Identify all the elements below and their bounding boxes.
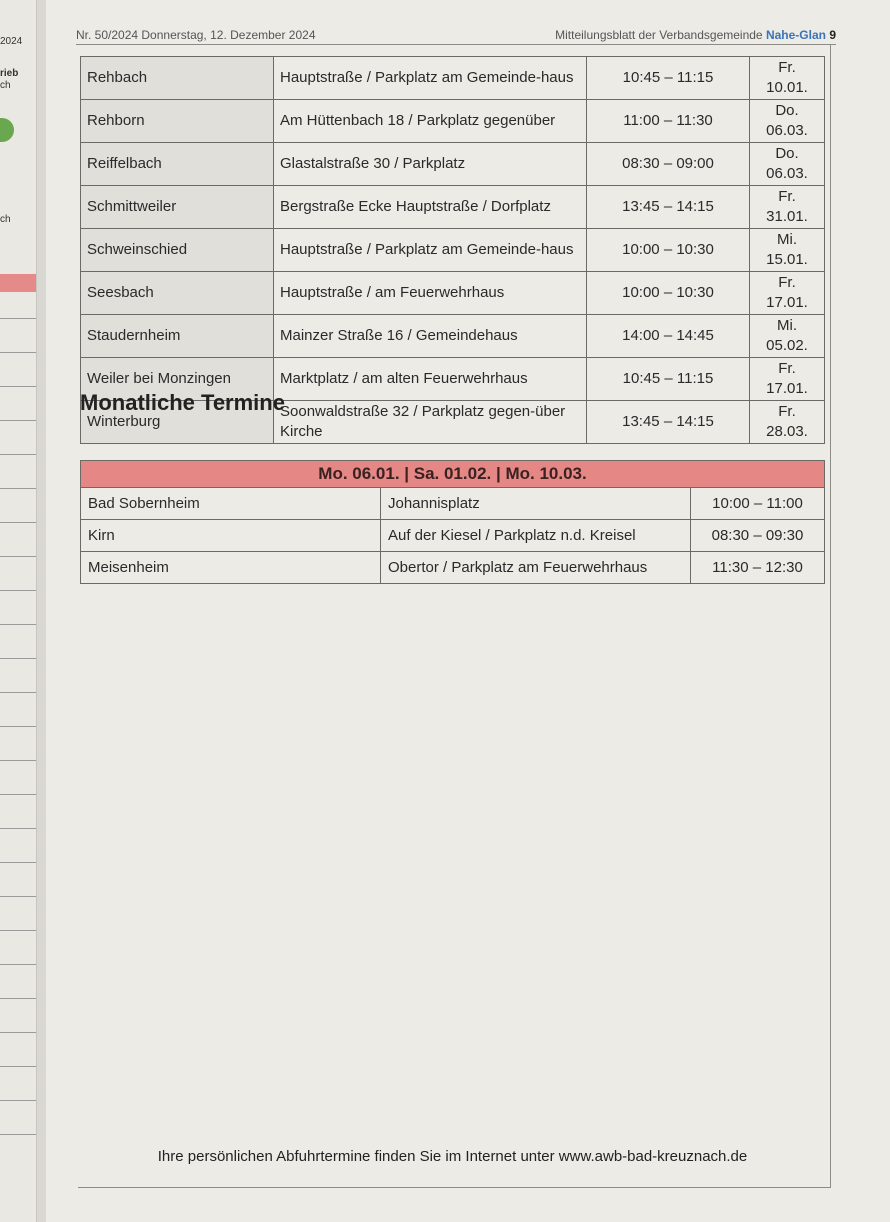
schedule-time: 14:00 – 14:45 [587,315,750,358]
header-region: Nahe-Glan [765,28,826,42]
schedule-date: Do. 06.03. [750,143,825,186]
monthly-schedule [80,460,825,584]
schedule-place: Staudernheim [81,315,274,358]
monthly-address: Obertor / Parkplatz am Feuerwehrhaus [381,552,691,584]
page-number: 9 [829,28,836,42]
schedule-time: 10:00 – 10:30 [587,229,750,272]
monthly-dates-banner: Mo. 06.01. | Sa. 01.02. | Mo. 10.03. [80,460,825,487]
schedule-address: Hauptstraße / Parkplatz am Gemeinde-haus [274,57,587,100]
monthly-address: Auf der Kiesel / Parkplatz n.d. Kreisel [381,520,691,552]
table-row [81,488,825,520]
left-page-fragment: ch [0,80,11,91]
schedule-address: Am Hüttenbach 18 / Parkplatz gegenüber [274,100,587,143]
schedule-time: 10:45 – 11:15 [587,358,750,401]
schedule-place: Rehbach [81,57,274,100]
schedule-address: Glastalstraße 30 / Parkplatz [274,143,587,186]
monthly-address: Johannisplatz [381,488,691,520]
monthly-schedule-table [80,487,825,584]
monthly-place: Meisenheim [81,552,381,584]
schedule-time: 11:00 – 11:30 [587,100,750,143]
table-row [81,143,825,186]
schedule-address: Hauptstraße / am Feuerwehrhaus [274,272,587,315]
page-header [76,26,836,45]
schedule-place: Schweinschied [81,229,274,272]
table-row [81,100,825,143]
left-page-logo [0,118,14,142]
schedule-place: Seesbach [81,272,274,315]
footer-note: Ihre persönlichen Abfuhrtermine finden Sie im Internet unter www.awb-bad-kreuznach.de [157,1148,748,1165]
table-row [81,57,825,100]
header-publication: Mitteilungsblatt der Verbandsgemeinde Nahe-Glan 9 [555,28,836,42]
schedule-place: Winterburg [81,401,274,444]
monthly-time: 11:30 – 12:30 [691,552,825,584]
schedule-address: Soonwaldstraße 32 / Parkplatz gegen-über Kirche [274,401,587,444]
adjacent-page-strip [0,0,37,1222]
table-row [81,229,825,272]
schedule-place: Weiler bei Monzingen [81,358,274,401]
table-row [81,186,825,229]
monthly-time: 10:00 – 11:00 [691,488,825,520]
schedule-time: 13:45 – 14:15 [587,401,750,444]
table-row [81,520,825,552]
schedule-place: Reiffelbach [81,143,274,186]
schedule-address: Bergstraße Ecke Hauptstraße / Dorfplatz [274,186,587,229]
left-page-banner [0,274,36,292]
monthly-place: Bad Sobernheim [81,488,381,520]
schedule-address: Hauptstraße / Parkplatz am Gemeinde-haus [274,229,587,272]
newsletter-page [46,0,890,1222]
table-row [81,272,825,315]
left-page-year: 2024 [0,36,23,47]
schedule-date: Fr. 31.01. [750,186,825,229]
schedule-place: Rehborn [81,100,274,143]
monthly-place: Kirn [81,520,381,552]
schedule-date: Mi. 15.01. [750,229,825,272]
schedule-date: Do. 06.03. [750,100,825,143]
schedule-place: Schmittweiler [81,186,274,229]
section-title: Monatliche Termine [80,390,285,415]
schedule-date: Mi. 05.02. [750,315,825,358]
schedule-time: 08:30 – 09:00 [587,143,750,186]
schedule-date: Fr. 17.01. [750,358,825,401]
collection-schedule-table [80,56,825,444]
schedule-address: Mainzer Straße 16 / Gemeindehaus [274,315,587,358]
monthly-time: 08:30 – 09:30 [691,520,825,552]
schedule-date: Fr. 17.01. [750,272,825,315]
schedule-time: 13:45 – 14:15 [587,186,750,229]
table-row [81,552,825,584]
table-row [81,315,825,358]
header-issue-date: Nr. 50/2024 Donnerstag, 12. Dezember 2024 [76,28,316,42]
schedule-address: Marktplatz / am alten Feuerwehrhaus [274,358,587,401]
schedule-time: 10:00 – 10:30 [587,272,750,315]
schedule-time: 10:45 – 11:15 [587,57,750,100]
schedule-date: Fr. 10.01. [750,57,825,100]
left-page-fragment: ch [0,214,11,225]
left-page-fragment: rieb [0,68,19,79]
schedule-date: Fr. 28.03. [750,401,825,444]
